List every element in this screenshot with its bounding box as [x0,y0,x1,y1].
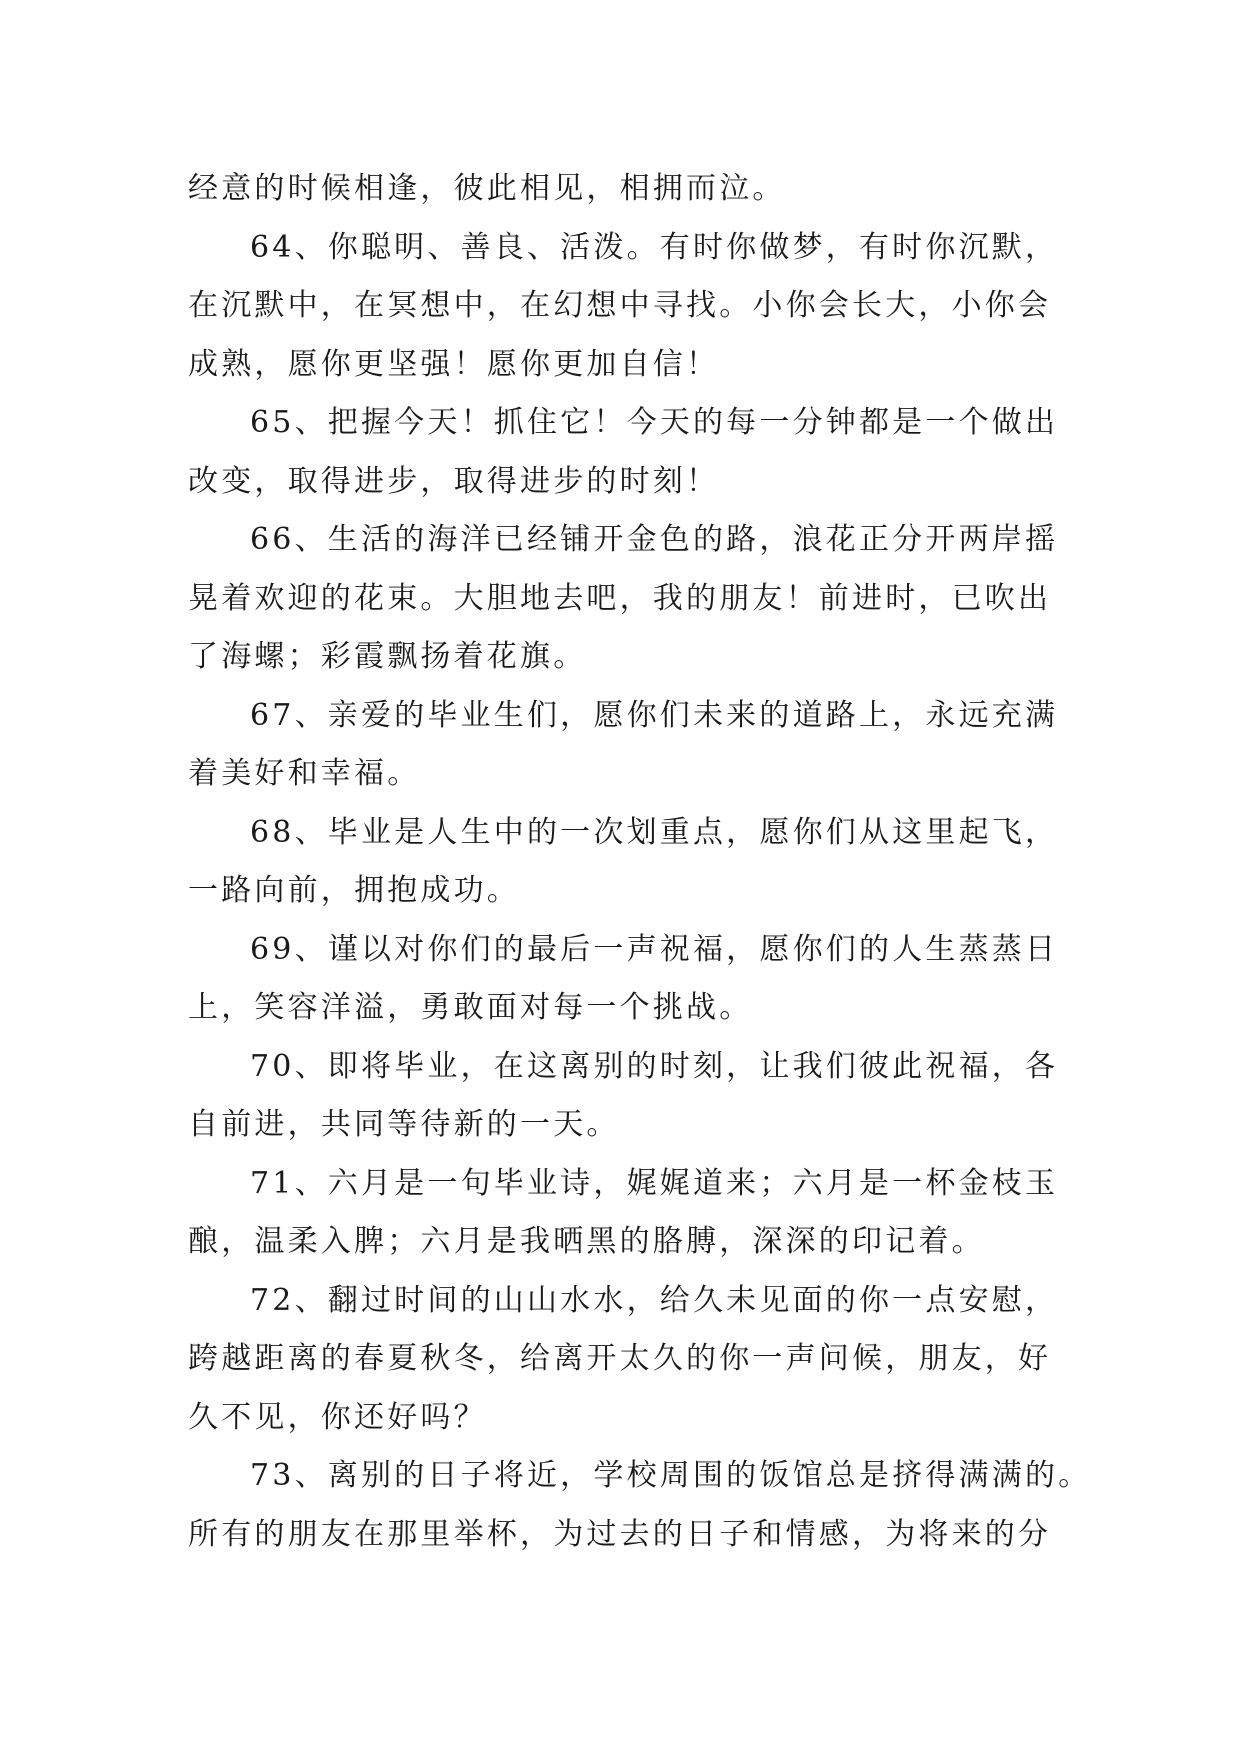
text-line: 一路向前，拥抱成功。 [188,873,520,908]
text-line: 了海螺；彩霞飘扬着花旗。 [188,639,587,674]
paragraph-start-68: 68、毕业是人生中的一次划重点，愿你们从这里起飞， [250,814,1059,850]
text-line: 在沉默中，在冥想中，在幻想中寻找。小你会长大，小你会 [188,288,1052,323]
paragraph-start-67: 67、亲爱的毕业生们，愿你们未来的道路上，永远充满 [250,697,1059,733]
text-line: 跨越距离的春夏秋冬，给离开太久的你一声问候，朋友，好 [188,1341,1052,1376]
text-line: 晃着欢迎的花束。大胆地去吧，我的朋友！前进时，已吹出 [188,580,1052,616]
text-line: 酿，温柔入脾；六月是我晒黑的胳膊，深深的印记着。 [188,1224,985,1259]
paragraph-start-70: 70、即将毕业，在这离别的时刻，让我们彼此祝福，各 [250,1048,1059,1084]
paragraph-start-64: 64、你聪明、善良、活泼。有时你做梦，有时你沉默， [250,229,1059,265]
text-line: 自前进，共同等待新的一天。 [188,1107,620,1142]
paragraph-start-65: 65、把握今天！抓住它！今天的每一分钟都是一个做出 [250,405,1059,440]
text-line: 成熟，愿你更坚强！愿你更加自信！ [188,346,720,382]
text-line: 久不见，你还好吗？ [188,1399,487,1435]
text-line: 着美好和幸福。 [188,756,421,791]
text-line: 上，笑容洋溢，勇敢面对每一个挑战。 [188,990,753,1025]
text-line: 经意的时候相逢，彼此相见，相拥而泣。 [188,171,786,206]
paragraph-start-73: 73、离别的日子将近，学校周围的饭馆总是挤得满满的。 [250,1458,1092,1493]
paragraph-start-66: 66、生活的海洋已经铺开金色的路，浪花正分开两岸摇 [250,522,1059,557]
paragraph-start-72: 72、翻过时间的山山水水，给久未见面的你一点安慰， [250,1282,1059,1318]
document-body [188,160,1092,1564]
paragraph-start-71: 71、六月是一句毕业诗，娓娓道来；六月是一杯金枝玉 [250,1165,1059,1201]
text-line: 改变，取得进步，取得进步的时刻！ [188,463,720,499]
text-line: 所有的朋友在那里举杯，为过去的日子和情感，为将来的分 [188,1516,1052,1552]
paragraph-start-69: 69、谨以对你们的最后一声祝福，愿你们的人生蒸蒸日 [250,931,1059,967]
